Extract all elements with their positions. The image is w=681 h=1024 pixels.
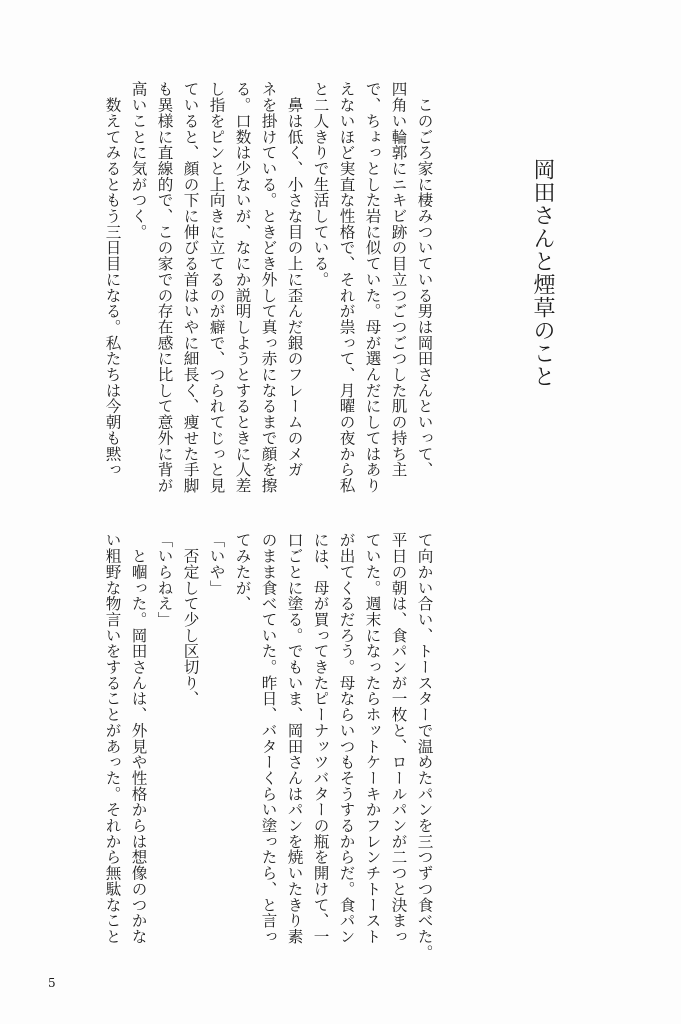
chapter-title: 岡田さんと煙草のこと <box>530 158 555 388</box>
text-column: ていた。週末になったらホットケーキかフレンチトースト <box>363 532 382 945</box>
text-column: で、ちょっとした岩に似ていた。母が選んだにしてはあり <box>363 81 382 494</box>
text-column: る。口数は少ないが、なにか説明しようとするときに人差 <box>233 81 252 494</box>
text-column: ていると、顔の下に伸びる首はいやに細長く、痩せた手脚 <box>181 81 200 494</box>
text-column: 数えてみるともう三日目になる。私たちは今朝も黙っ <box>103 81 122 478</box>
text-column: し指をピンと上向きに立てるのが癖で、つられてじっと見 <box>207 81 226 494</box>
text-column: 口ごとに塗る。でもいま、岡田さんはパンを焼いたきり素 <box>285 532 304 945</box>
text-column: 平日の朝は、食パンが一枚と、ロールパンが二つと決まっ <box>389 532 408 945</box>
text-column: 否定して少し区切り、 <box>181 532 200 707</box>
text-column: も異様に直線的で、この家での存在感に比して意外に背が <box>155 81 174 494</box>
text-column: が出てくるだろう。母ならいつもそうするからだ。食パン <box>337 532 356 945</box>
text-column: には、母が買ってきたピーナッツバターの瓶を開けて、一 <box>311 532 330 945</box>
text-column: い粗野な物言いをすることがあった。それから無駄なこと <box>103 532 122 945</box>
text-column: ネを掛けている。ときどき外して真っ赤になるまで顔を擦 <box>259 81 278 494</box>
page-number: 5 <box>48 976 56 990</box>
text-column: て向かい合い、トースターで温めたパンを三つずつ食べた。 <box>415 532 434 960</box>
text-column: このごろ家に棲みついている男は岡田さんといって、 <box>415 81 434 478</box>
text-column: てみたが、 <box>233 532 252 612</box>
text-column: 「いや」 <box>207 532 226 596</box>
text-column: 鼻は低く、小さな目の上に歪んだ銀のフレームのメガ <box>285 81 304 478</box>
text-column: えないほど実直な性格で、それが祟って、月曜の夜から私 <box>337 81 356 494</box>
text-column: 高いことに気がつく。 <box>129 81 148 240</box>
text-column: と嗰った。岡田さんは、外見や性格からは想像のつかな <box>129 532 148 945</box>
text-column: のまま食べていた。昨日、バターくらい塗ったら、と言っ <box>259 532 278 945</box>
text-column: 四角い輪郭にニキビ跡の目立つごつごつした肌の持ち主 <box>389 81 408 478</box>
text-column: 「いらねえ」 <box>155 532 174 628</box>
text-column: と二人きりで生活している。 <box>311 81 330 288</box>
